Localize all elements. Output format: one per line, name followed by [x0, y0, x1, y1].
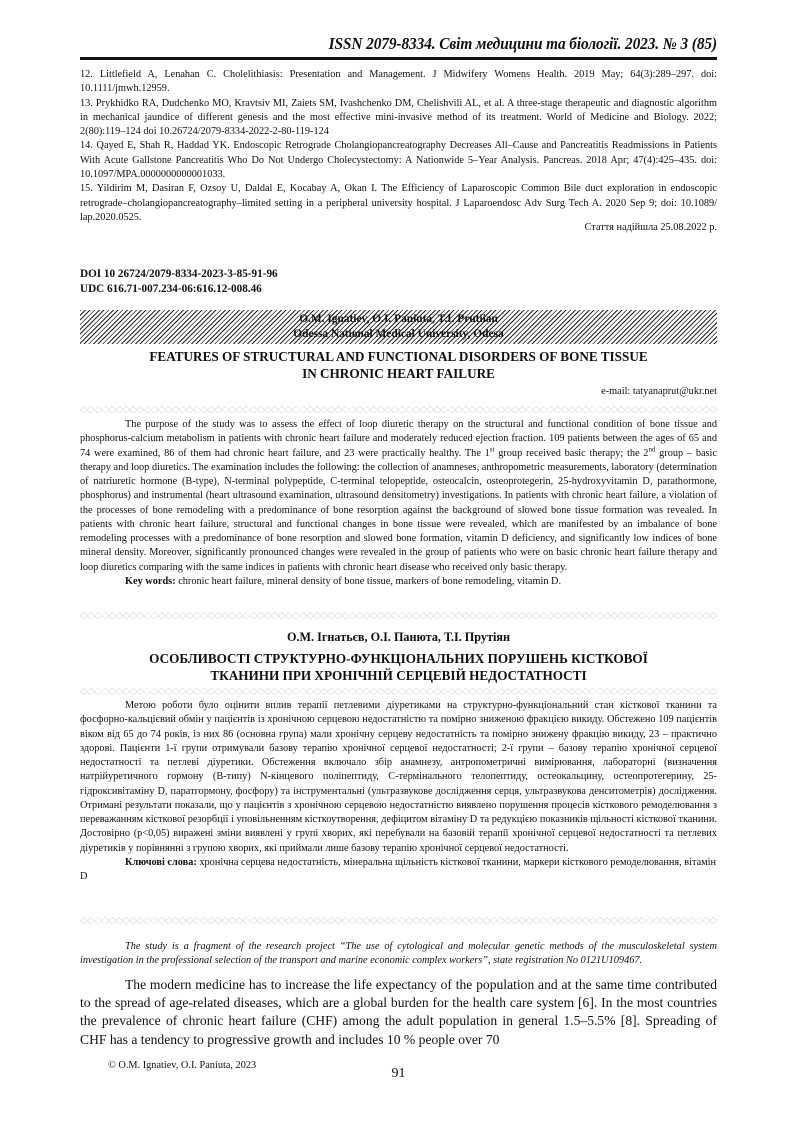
abstract-ua: [80, 699, 717, 884]
article-title-ua: [80, 650, 717, 684]
separator-wavy: [80, 406, 717, 413]
abstract-ua-text: Метою роботи було оцінити вплив терапії петлевими діуретиками на структурно-функціональний стан кісткової тканини та фосфорно-кальцієвий обмін у пацієнтів із хронічною серцевою недостатністю та помірно зниженою фракцією викиду. Обстежено 109 пацієнтів віком від 65 до 74 років, із них 86 (основна група) мали хронічну серцеву недостатність та помірно знижену фракцію викиду, 23 – практично здорові. Пацієнти 1-ї групи отримували базову терапію хронічної серцевої недостатності; 2-ї групи – базову терапію хронічної серцевої недостатності та петлеві діуретики. Обстеження включало збір анамнезу, антропометричні вимірювання, лабораторні (визначення натрійуретичного гормону (B-типу) N-кінцевого поліпептиду, С-термінального телопептиду, остеокальцину, остеопротегерину, 25-гідроксивітаміну D, паратгормону, фосфору) та інструментальні (ультразвукове дослідження серця, ультразвукова денситометрія) дослідження. Отримані результати показали, що у пацієнтів з хронічною серцевою недостатністю виявлено порушення процесів кісткового ремоделювання з переважанням кісткової резорбції і уповільненням кісткоутворення, дефіцитом вітаміну D та редукцією показників щільності кісткової тканини. Достовірно (р<0,05) виражені зміни виявлені у групі хворих, які перебували на базовій терапії хронічної серцевої недостатності та петлевих діуретиків у порівнянні з групою хворих, які приймали лише базову терапію хронічної серцевої недостатності.: [80, 700, 717, 854]
contact-email: e-mail: tatyanaprut@ukr.net: [601, 386, 717, 397]
article-title-en: [80, 349, 717, 382]
keywords-en: Key words: chronic heart failure, mineral density of bone tissue, markers of bone remodeling, vitamin D.: [125, 575, 562, 587]
abstract-en: [80, 418, 717, 589]
reference-item: 13. Prykhidko RA, Dudchenko MO, Kravtsiv MI, Zaiets SM, Ivashchenko DM, Chelishvili AL, et al. A three-stage therapeutic and diagnostic algorithm in mechanical jaundice of different genesis and the most effective mini-invasive method of its treatment. World of Medicine and Biology. 2022; 2(80):119–124 doi 10.26724/2079-8334-2022-2-80-119-124: [80, 97, 717, 138]
udc: UDC 616.71-007.234-06:616.12-008.46: [80, 282, 262, 295]
body-paragraph: The modern medicine has to increase the life expectancy of the population and at the same time contributed to the spread of age-related diseases, which are a global burden for the health care system [6]. In the most countries the prevalence of chronic heart failure (CHF) among the adult population in general 1.5–5.5% [8]. Spreading of CHF has a tendency to progressive growth and includes 10 % people over 70: [80, 977, 717, 1047]
header-rule: [80, 57, 717, 60]
authors-en: O.M. Ignatiev, O.I. Paniuta, T.I. Prutiian: [299, 313, 498, 325]
page-number: 91: [391, 1066, 406, 1081]
body-text: [80, 976, 717, 1049]
abstract-en-text: The purpose of the study was to assess the effect of loop diuretic therapy on the structural and functional condition of bone tissue and phosphorus-calcium metabolism in patients with chronic heart failure and moderately reduced ejection fraction. 109 patients between the ages of 65 and 74 were examined, 86 of them had chronic heart failure, and 23 were practically healthy. The 1st group received basic therapy; the 2nd group – basic therapy and loop diuretics. The examination includes the following: the collection of anamneses, anthropometric measurements, laboratory (determination of natriuretic hormone (B-type), N-terminal polypeptide, C-terminal telopeptide, osteocalcin, osteoprotegerin, 25-hydroxyvitamin D, parathormone, phosphorus) and instrumental (heart ultrasound examination, ultrasound densitometry) investigations. In patients with chronic heart failure, a violation of the processes of bone remodeling with a predominance of bone resorption against the background of slowed bone tissue formation was revealed. In patients with chronic heart failure, structural and functional changes in bone tissue were revealed, which are manifested by an imbalance of bone remodeling processes with a predominance of bone resorption and slowed bone formation, vitamin D deficiency, and significantly low indices of bone mineral density. Moreover, significantly pronounced changes were revealed in the group of patients who were on basic chronic heart failure therapy and loop diuretics comparing with the same indices in patients with chronic heart disease who received only basic therapy.: [80, 419, 717, 573]
reference-list: [80, 68, 717, 225]
funding-note: The study is a fragment of the research project “The use of cytological and molecular genetic methods of the musculoskeletal system investigation in the professional selection of the transport and marine economic complex workers”, state registration No 0121U109467.: [80, 941, 717, 967]
title-line: ОСОБЛИВОСТІ СТРУКТУРНО-ФУНКЦІОНАЛЬНИХ ПОРУШЕНЬ КІСТКОВОЇ: [149, 651, 648, 666]
affiliation-en: Odessa National Medical University, Odesa: [293, 328, 504, 340]
separator-wavy: [80, 612, 717, 619]
page-header: [80, 34, 717, 60]
reference-item: 15. Yildirim M, Dasiran F, Ozsoy U, Daldal E, Kocabay A, Okan I. The Efficiency of Laparoscopic Common Bile duct exploration in endoscopic retrograde–cholangiopancreatography–limited setting in a peripheral university hospital. J Laparoendosc Adv Surg Tech A. 2020 Sep 9; doi: 10.1089/ lap.2020.0525.: [80, 183, 717, 223]
reference-item: 12. Littlefield A, Lenahan C. Cholelithiasis: Presentation and Management. J Midwifery Womens Health. 2019 May; 64(3):289–297. doi: 10.1111/jmwh.12959.: [80, 69, 717, 95]
title-line: ТКАНИНИ ПРИ ХРОНІЧНІЙ СЕРЦЕВІЙ НЕДОСТАТНОСТІ: [210, 668, 587, 683]
title-line: FEATURES OF STRUCTURAL AND FUNCTIONAL DISORDERS OF BONE TISSUE: [149, 349, 648, 364]
journal-title: ISSN 2079-8334. Світ медицини та біології. 2023. № 3 (85): [328, 34, 717, 53]
copyright: © O.M. Ignatiev, O.I. Paniuta, 2023: [108, 1060, 257, 1071]
title-line: IN CHRONIC HEART FAILURE: [302, 365, 495, 381]
keywords-ua: Ключові слова: хронічна серцева недостатність, мінеральна щільність кісткової тканини, маркери кісткового ремоделювання, вітамін D: [80, 856, 717, 882]
doi: DOI 10 26724/2079-8334-2023-3-85-91-96: [80, 268, 278, 280]
article-identifiers: [80, 267, 278, 296]
authors-ua: О.М. Ігнатьєв, О.І. Панюта, Т.І. Прутіян: [287, 630, 510, 644]
separator-wavy: [80, 688, 717, 695]
separator-wavy: [80, 917, 717, 924]
received-date: Стаття надійшла 25.08.2022 р.: [584, 222, 717, 233]
reference-item: 14. Qayed E, Shah R, Haddad YK. Endoscopic Retrograde Cholangiopancreatography Decreases All–Cause and Pancreatitis Readmissions in Patients With Acute Gallstone Pancreatitis Who Do Not Undergo Cholecystectomy: A Nationwide 5–Year Analysis. Pancreas. 2018 Apr; 47(4):425–435. doi: 10.1097/MPA.0000000000001033.: [80, 140, 717, 181]
authors-banner: [80, 310, 717, 344]
